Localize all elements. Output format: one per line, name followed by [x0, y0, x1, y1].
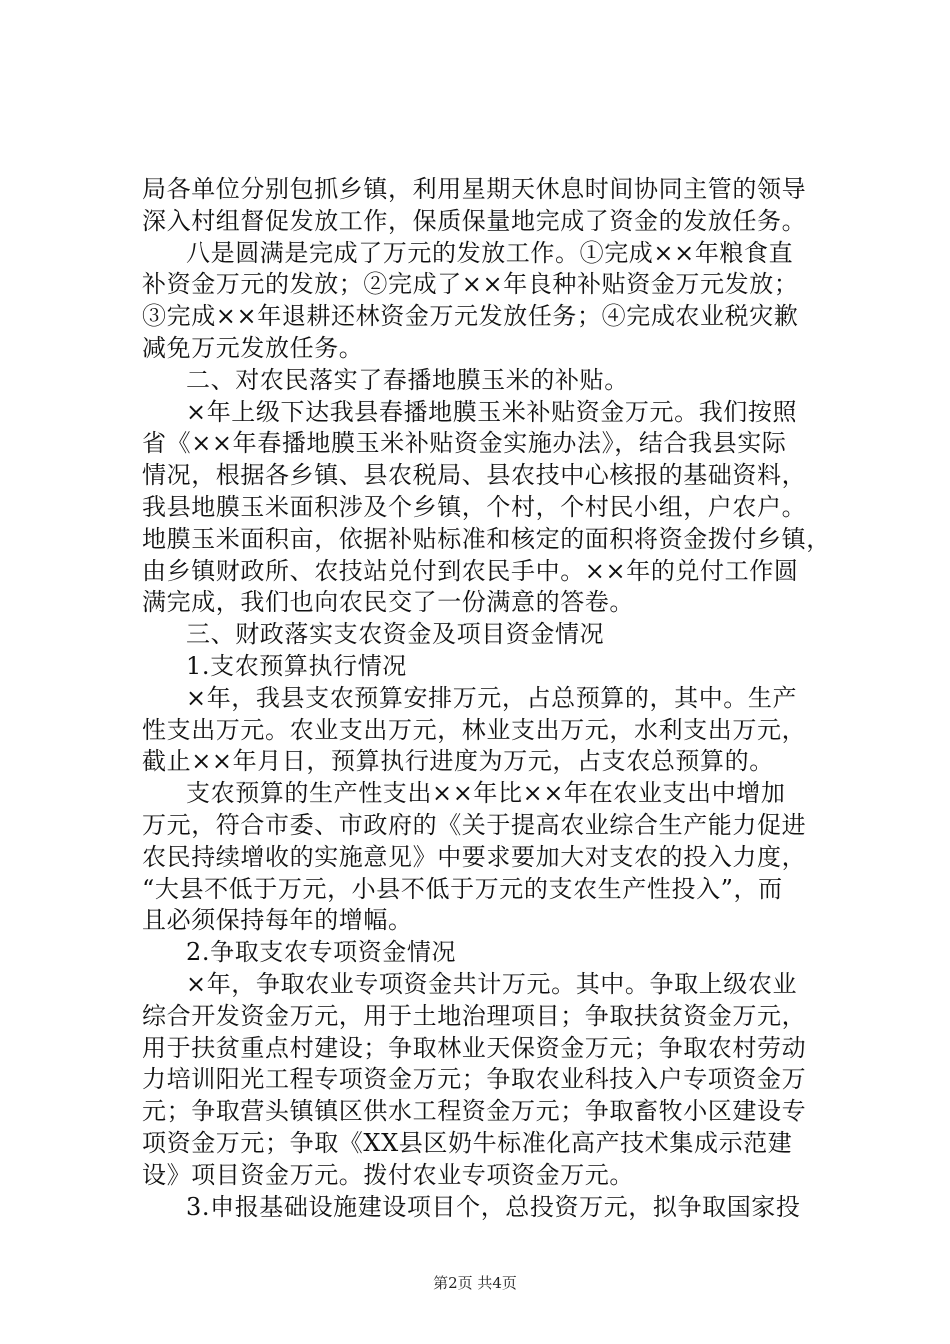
text-line: 项资金万元；争取《XX县区奶牛标准化高产技术集成示范建	[142, 1128, 793, 1157]
paragraph-start: 支农预算的生产性支出××年比××年在农业支出中增加	[186, 779, 786, 808]
text-line: 截止××年月日，预算执行进度为万元，占支农总预算的。	[142, 747, 774, 776]
page-number-footer: 第2页 共4页	[433, 1274, 517, 1292]
paragraph-start: ×年，争取农业专项资金共计万元。其中。争取上级农业	[186, 969, 798, 998]
text-line: 农民持续增收的实施意见》中要求要加大对支农的投入力度，	[142, 842, 807, 871]
text-line: “大县不低于万元，小县不低于万元的支农生产性投入”，而	[142, 874, 783, 903]
paragraph-start: ×年上级下达我县春播地膜玉米补贴资金万元。我们按照	[186, 397, 798, 426]
document-body	[142, 174, 832, 1223]
text-line: 力培训阳光工程专项资金万元；争取农业科技入户专项资金万	[142, 1065, 807, 1094]
text-line: 情况，根据各乡镇、县农税局、县农技中心核报的基础资料，	[142, 461, 807, 490]
subsection-heading: 3.申报基础设施建设项目个，总投资万元，拟争取国家投	[186, 1192, 801, 1221]
text-line: ③完成××年退耕还林资金万元发放任务；④完成农业税灾歉	[142, 302, 799, 331]
subsection-heading: 1.支农预算执行情况	[186, 651, 407, 680]
subsection-heading: 2.争取支农专项资金情况	[186, 938, 457, 967]
text-line: 且必须保持每年的增幅。	[142, 906, 413, 935]
text-line: 满完成，我们也向农民交了一份满意的答卷。	[142, 588, 634, 617]
text-line: 深入村组督促发放工作，保质保量地完成了资金的发放任务。	[142, 206, 807, 235]
text-line: 万元，符合市委、市政府的《关于提高农业综合生产能力促进	[142, 810, 807, 839]
text-line: 省《××年春播地膜玉米补贴资金实施办法》，结合我县实际	[142, 429, 787, 458]
text-line: 用于扶贫重点村建设；争取林业天保资金万元；争取农村劳动	[142, 1033, 807, 1062]
text-line: 减免万元发放任务。	[142, 333, 364, 362]
paragraph-start: ×年，我县支农预算安排万元，占总预算的，其中。生产	[186, 683, 798, 712]
section-heading: 三、财政落实支农资金及项目资金情况	[186, 620, 605, 649]
text-line: 性支出万元。农业支出万元，林业支出万元，水利支出万元，	[142, 715, 807, 744]
text-line: 综合开发资金万元，用于土地治理项目；争取扶贫资金万元，	[142, 1001, 807, 1030]
text-line: 地膜玉米面积亩，依据补贴标准和核定的面积将资金拨付乡镇，	[142, 524, 831, 553]
section-heading: 二、对农民落实了春播地膜玉米的补贴。	[186, 365, 629, 394]
text-line: 我县地膜玉米面积涉及个乡镇，个村，个村民小组，户农户。	[142, 492, 807, 521]
text-line: 局各单位分别包抓乡镇，利用星期天休息时间协同主管的领导	[142, 175, 807, 203]
text-line: 补资金万元的发放；②完成了××年良种补贴资金万元发放；	[142, 270, 799, 299]
text-line: 元；争取营头镇镇区供水工程资金万元；争取畜牧小区建设专	[142, 1097, 807, 1126]
text-line: 设》项目资金万元。拨付农业专项资金万元。	[142, 1160, 634, 1189]
text-line: 由乡镇财政所、农技站兑付到农民手中。××年的兑付工作圆	[142, 556, 799, 585]
paragraph-start: 八是圆满是完成了万元的发放工作。①完成××年粮食直	[186, 238, 794, 267]
